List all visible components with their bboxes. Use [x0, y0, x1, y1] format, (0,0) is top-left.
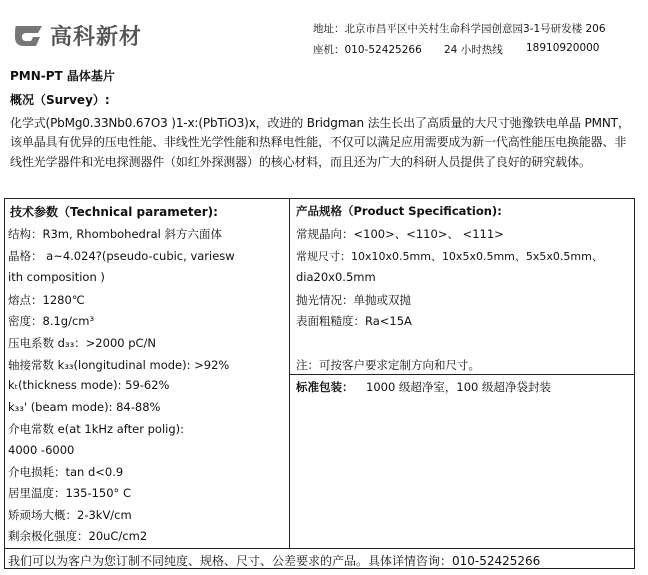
tech-line-lattice-cont: ith composition ): [8, 270, 105, 284]
hotline-label: 24 小时热线: [444, 44, 503, 56]
tech-line-density: 密度：8.1g/cm³: [8, 314, 95, 328]
tech-line-lattice: 晶格： a~4.024?(pseudo-cubic, variesw: [8, 249, 235, 263]
spec-line-orientation: 常规晶向：<100>、<110>、 <111>: [296, 227, 504, 241]
spec-line-polish: 抛光情况：单抛或双抛: [296, 293, 411, 307]
tech-line-melting-point: 熔点：1280℃: [8, 293, 85, 307]
hotline-number: 18910920000: [526, 42, 600, 54]
tech-line-dielectric-range: 4000 -6000: [8, 443, 75, 457]
address-text: 地址：北京市昌平区中关村生命科学园创意园3-1号研发楼 206: [313, 23, 606, 35]
technical-heading: 技术参数（Technical parameter):: [10, 205, 218, 219]
survey-heading: 概况（Survey）:: [10, 93, 110, 107]
footer-divider: [4, 548, 635, 549]
company-logo-icon: [14, 24, 44, 48]
specification-heading: 产品规格（Product Specification):: [296, 204, 502, 218]
phone-text: 座机：010-52425266: [313, 44, 422, 56]
packaging-divider: [289, 374, 635, 375]
spec-line-size: 常规尺寸：10x10x0.5mm、10x5x0.5mm、5x5x0.5mm、: [296, 250, 603, 263]
tech-line-dielectric: 介电常数 e(at 1kHz after polig):: [8, 422, 184, 436]
footer-contact: 我们可以为客户为您订制不同纯度、规格、尺寸、公差要求的产品。具体详情咨询：010-52425266: [8, 554, 541, 568]
tech-line-kt: kₜ(thickness mode): 59-62%: [8, 378, 170, 392]
product-title: PMN-PT 晶体基片: [10, 69, 115, 83]
tech-line-curie: 居里温度：135-150° C: [8, 486, 131, 500]
tech-line-k33: 轴接常数 k₃₃(longitudinal mode): >92%: [8, 358, 230, 372]
tech-line-piezo-coeff: 压电系数 d₃₃：>2000 pC/N: [8, 336, 157, 350]
tech-line-k33-beam: k₃₃' (beam mode): 84-88%: [8, 400, 161, 414]
tech-line-coercive: 矫顽场大概：2-3kV/cm: [8, 508, 132, 522]
company-name: 高科新材: [50, 25, 143, 50]
tech-line-loss: 介电损耗：tan d<0.9: [8, 465, 124, 479]
tech-line-remanent: 剩余极化强度：20uC/cm2: [8, 529, 148, 543]
spec-line-roughness: 表面粗糙度：Ra<15A: [296, 314, 412, 328]
spec-line-size-cont: dia20x0.5mm: [296, 270, 376, 284]
survey-body: 化学式(PbMg0.33Nb0.67O3 )1-x:(PbTiO3)x，改进的 Bridgman 法生长出了高质量的大尺寸弛豫铁电单晶 PMNT，该单晶具有优异的压电性能、非线性光学性能和热释电性能，不仅可以满足应用需要成为新一代高性能压电换能器、非线性光学器件和光电探测器件（如红外探测器）的核心材料，而且还为广大的科研人员提供了良好的研究载体。: [10, 116, 630, 169]
packaging-label: 标准包装：: [296, 380, 354, 394]
packaging-text: 1000 级超净室，100 级超净袋封装: [366, 380, 552, 394]
column-divider: [289, 198, 290, 548]
tech-line-structure: 结构：R3m, Rhombohedral 斜方六面体: [8, 227, 222, 241]
spec-note: 注：可按客户要求定制方向和尺寸。: [296, 358, 480, 372]
